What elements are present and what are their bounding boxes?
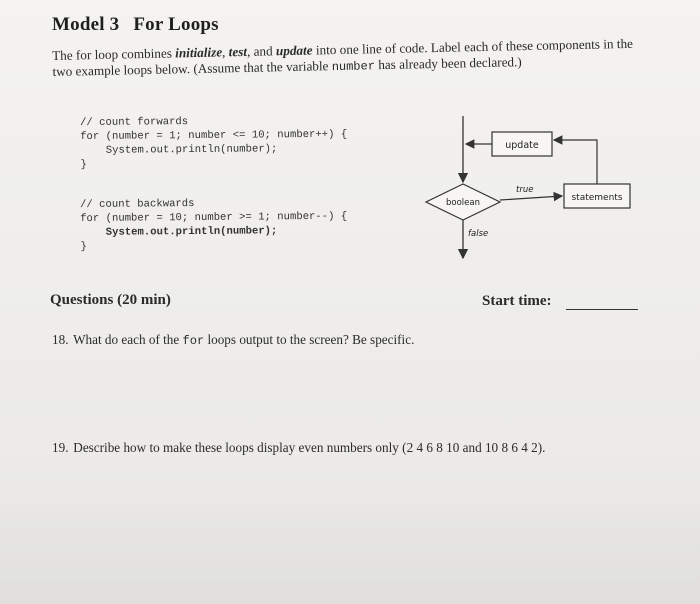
boolean-label: boolean — [446, 198, 480, 208]
page-shadow — [0, 464, 700, 604]
code-line: for (number = 10; number >= 1; number--) { — [80, 210, 348, 225]
model-label: Model 3 — [52, 14, 120, 35]
question-text: What do each of the — [73, 332, 183, 347]
code-block-backwards — [80, 196, 347, 254]
statements-label: statements — [571, 193, 623, 203]
intro-text: The for loop combines — [52, 45, 176, 63]
question-text: Describe how to make these loops display even numbers only (2 4 6 8 10 and 10 8 6 4 2). — [73, 440, 546, 455]
intro-text: , and — [246, 43, 277, 59]
question-text: loops output to the screen? Be specific. — [204, 332, 415, 347]
term-test: test — [228, 43, 248, 60]
intro-text: has already been declared.) — [374, 54, 522, 73]
term-initialize: initialize — [175, 44, 223, 61]
question-19 — [52, 440, 662, 456]
false-label: false — [468, 229, 489, 239]
code-line: } — [80, 240, 87, 253]
intro-paragraph — [52, 35, 653, 81]
topic-label: For Loops — [133, 14, 219, 35]
update-label: update — [505, 140, 539, 151]
code-block-forwards — [80, 114, 347, 172]
for-loop-flowchart — [400, 108, 660, 268]
code-line: // count forwards — [80, 116, 189, 129]
true-arrow — [500, 196, 562, 200]
question-number: 18. — [52, 332, 69, 347]
page-title — [52, 14, 219, 36]
question-number: 19. — [52, 440, 69, 455]
variable-name: number — [331, 59, 376, 75]
question-18 — [52, 332, 662, 349]
code-line: // count backwards — [80, 198, 195, 211]
code-line: for (number = 1; number <= 10; number++) { — [80, 128, 348, 143]
term-update: update — [275, 42, 313, 59]
code-line: System.out.println(number); — [80, 143, 278, 157]
start-time-blank[interactable] — [566, 309, 638, 310]
questions-heading: Questions (20 min) — [50, 292, 171, 308]
loop-back-arrow — [554, 140, 597, 184]
true-label: true — [516, 185, 534, 195]
code-line: } — [80, 158, 87, 171]
start-time-label: Start time: — [482, 293, 552, 309]
intro-text: into one line of code. Label each of these components in the two example loops below. (Assume that the variable — [52, 35, 634, 79]
inline-code: for — [182, 334, 205, 348]
code-line: System.out.println(number); — [80, 225, 278, 239]
intro-text: , — [221, 44, 229, 60]
